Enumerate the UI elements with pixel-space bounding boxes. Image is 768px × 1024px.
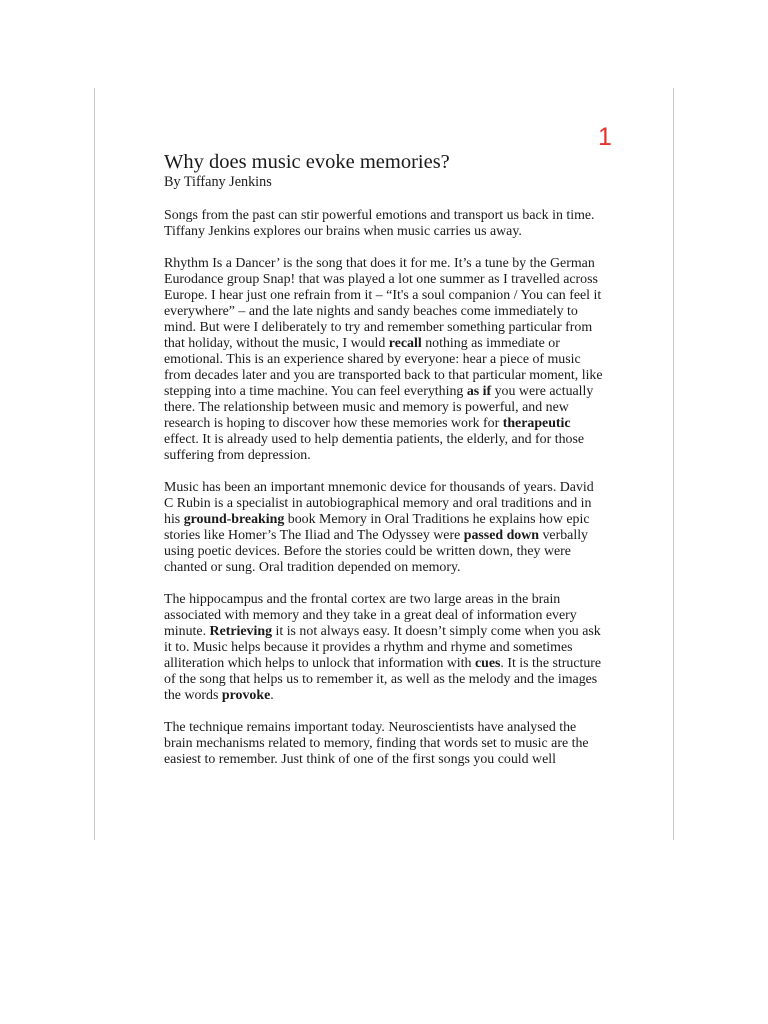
text-run: Songs from the past can stir powerful emotions and transport us back in time. Tiffany Jenkins explores our brains when music carries us away. — [164, 208, 595, 239]
text-run: book Memory in Oral Traditions he explains how epic stories like Homer’s The Iliad and The Odyssey were — [164, 512, 590, 543]
article — [164, 150, 606, 784]
page-border-left — [94, 88, 95, 840]
text-run: it is not always easy. It doesn’t simply come when you ask it to. Music helps because it provides a rhythm and rhyme and sometimes alliteration which helps to unlock that information with — [164, 624, 601, 671]
text-run: The hippocampus and the frontal cortex are two large areas in the brain associated with memory and they take in a great deal of information every minute. — [164, 592, 577, 639]
paragraph-rhythm — [164, 256, 606, 464]
text-run: verbally using poetic devices. Before the stories could be written down, they were chanted or sung. Oral tradition depended on memory. — [164, 528, 588, 575]
bold-term: passed down — [463, 528, 540, 543]
bold-term: recall — [388, 336, 422, 351]
bold-term: ground-breaking — [183, 512, 285, 527]
bold-term: provoke — [221, 688, 271, 703]
page-border-right — [673, 88, 674, 840]
bold-term: therapeutic — [502, 416, 571, 431]
text-run: . — [270, 688, 274, 703]
text-run: effect. It is already used to help dementia patients, the elderly, and for those suffering from depression. — [164, 432, 585, 463]
article-byline: By Tiffany Jenkins — [164, 174, 272, 190]
paragraph-technique — [164, 720, 606, 768]
text-run: Rhythm Is a Dancer’ is the song that does it for me. It’s a tune by the German Eurodance group Snap! that was played a lot one summer as I travelled across Europe. I hear just one refrain from it – “It's a soul companion / You can feel it everywhere” – and the late nights and sandy beaches come immediately to mind. But were I deliberately to try and remember something particular from that holiday, without the music, I would — [164, 256, 602, 351]
text-run: Music has been an important mnemonic device for thousands of years. David C Rubin is a specialist in autobiographical memory and oral traditions and in his — [164, 480, 594, 527]
bold-term: cues — [474, 656, 501, 671]
paragraph-hippocampus — [164, 592, 606, 704]
page-number: 1 — [598, 123, 612, 151]
text-run: nothing as immediate or emotional. This is an experience shared by everyone: hear a piece of music from decades later and you are transported back to that particular moment, like stepping into a time machine. You can feel everything — [164, 336, 603, 399]
text-run: you were actually there. The relationship between music and memory is powerful, and new research is hoping to discover how these memories work for — [164, 384, 594, 431]
paragraph-intro — [164, 208, 606, 240]
bold-term: Retrieving — [209, 624, 273, 639]
bold-term: as if — [466, 384, 492, 399]
paragraph-mnemonic — [164, 480, 606, 576]
text-run: . It is the structure of the song that helps us to remember it, as well as the melody and the images the words — [164, 656, 602, 703]
article-title: Why does music evoke memories? — [164, 151, 450, 173]
text-run: The technique remains important today. Neuroscientists have analysed the brain mechanisms related to memory, finding that words set to music are the easiest to remember. Just think of one of the first songs you could well — [164, 720, 589, 767]
